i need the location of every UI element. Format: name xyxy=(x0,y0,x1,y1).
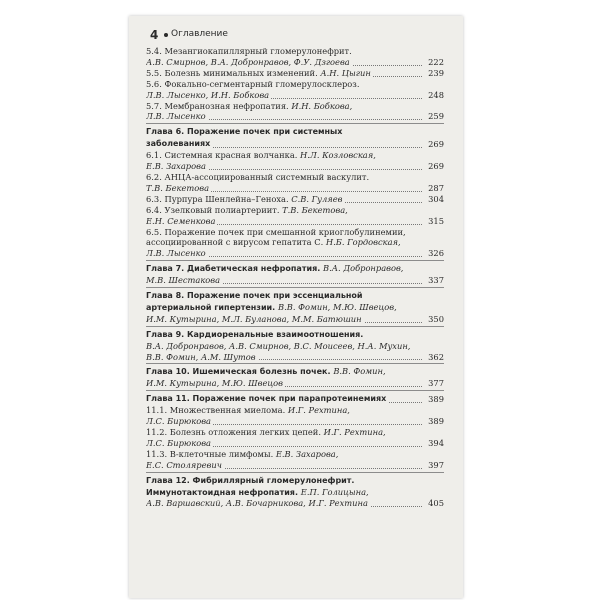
toc-author-text: Л.В. Лысенко, И.Н. Бобкова xyxy=(146,89,270,100)
toc-line-text xyxy=(146,172,369,182)
toc-line-text xyxy=(146,438,213,448)
toc-author-text: Л.В. Лысенко xyxy=(146,111,206,122)
toc-line xyxy=(146,378,444,389)
toc-line-text xyxy=(146,90,271,100)
toc-line xyxy=(146,290,444,302)
toc-page-number: 350 xyxy=(428,313,444,324)
toc-page-number: 259 xyxy=(428,111,444,122)
toc-author-text: Е.С. Столяревич xyxy=(146,459,222,470)
toc-line-text xyxy=(146,498,370,508)
toc-section-6-5[interactable] xyxy=(146,227,444,260)
toc-line-text xyxy=(146,341,410,351)
toc-heading-text: Глава 9. Кардиоренальные взаимоотношения. xyxy=(146,329,364,339)
toc-author-text: И.Г. Рехтина, xyxy=(323,427,386,437)
toc-heading-text: артериальной гипертензии. xyxy=(146,302,278,312)
toc-line xyxy=(146,302,444,314)
toc-line xyxy=(146,475,444,487)
toc-line xyxy=(146,216,444,227)
toc-line-text xyxy=(146,68,373,78)
toc-line-text xyxy=(146,487,369,497)
toc-author-text: Н.Б. Гордовская, xyxy=(325,237,401,248)
toc-line-text xyxy=(146,427,386,437)
toc-line-text xyxy=(146,216,217,226)
toc-line-text xyxy=(146,237,401,247)
toc-line-text xyxy=(146,248,208,258)
toc-line-text xyxy=(146,405,350,415)
toc-line-text xyxy=(146,449,338,459)
toc-line xyxy=(146,90,444,101)
toc-line xyxy=(146,416,444,427)
toc-line-text xyxy=(146,366,386,376)
toc-line xyxy=(146,487,444,499)
toc-line xyxy=(146,138,444,150)
toc-author-text: Л.С. Бирюкова xyxy=(146,416,211,427)
toc-page-number: 239 xyxy=(428,67,444,78)
toc-line xyxy=(146,161,444,172)
toc-title-text: 6.1. Системная красная волчанка. xyxy=(146,150,301,161)
toc-page-number: 362 xyxy=(428,351,444,362)
toc-title-text: 6.5. Поражение почек при смешанной криоглобулинемии, xyxy=(146,226,406,237)
toc-line xyxy=(146,172,444,183)
toc-line xyxy=(146,101,444,112)
toc-page-number: 269 xyxy=(428,139,444,150)
toc-line xyxy=(146,183,444,194)
toc-line-text xyxy=(146,393,388,403)
toc-line-text xyxy=(146,57,352,67)
toc-line xyxy=(146,438,444,449)
toc-line-text xyxy=(146,150,376,160)
toc-section-5-7[interactable] xyxy=(146,101,444,123)
toc-line-text xyxy=(146,46,352,56)
toc-author-text: Л.С. Бирюкова xyxy=(146,437,211,448)
toc-chapter-ch12[interactable] xyxy=(146,472,444,510)
toc-section-6-2[interactable] xyxy=(146,172,444,194)
toc-author-text: Е.В. Захарова, xyxy=(275,448,339,459)
toc-author-text: И.Г. Рехтина, xyxy=(287,405,350,416)
toc-author-text: А.В. Варшавский, А.В. Бочарникова, И.Г. Рехтина xyxy=(146,498,368,509)
toc-section-11-3[interactable] xyxy=(146,449,444,471)
toc-line xyxy=(146,205,444,216)
toc-title-text: 5.6. Фокально-сегментарный гломерулосклероз. xyxy=(146,78,360,89)
toc-line-text xyxy=(146,161,208,171)
toc-line-text xyxy=(146,475,354,485)
toc-author-text: Т.В. Бекетова, xyxy=(282,204,348,215)
toc-line xyxy=(146,314,444,325)
toc-author-text: Е.П. Голицына, xyxy=(300,486,369,497)
toc-line xyxy=(146,150,444,161)
toc-line xyxy=(146,352,444,363)
toc-line-text xyxy=(146,352,258,362)
toc-title-text: 11.3. В-клеточные лимфомы. xyxy=(146,448,276,459)
toc-page-number: 248 xyxy=(428,89,444,100)
toc-page-number: 269 xyxy=(428,161,444,172)
toc-page-number: 315 xyxy=(428,215,444,226)
toc-section-5-5[interactable] xyxy=(146,68,444,79)
toc-page-number: 389 xyxy=(428,416,444,427)
toc-line xyxy=(146,111,444,122)
toc-line xyxy=(146,393,444,405)
toc-page-number: 397 xyxy=(428,459,444,470)
toc-line xyxy=(146,427,444,438)
toc-line-text xyxy=(146,302,397,312)
toc-author-text: В.В. Фомин, А.М. Шутов xyxy=(146,351,256,362)
toc-line-text xyxy=(146,126,342,136)
toc-title-text: 6.4. Узелковый полиартериит. xyxy=(146,204,283,215)
toc-heading-text: Глава 11. Поражение почек при парапротеинемиях xyxy=(146,394,387,404)
running-header xyxy=(150,28,449,42)
toc-line xyxy=(146,248,444,259)
toc-section-6-4[interactable] xyxy=(146,205,444,227)
toc-section-5-6[interactable] xyxy=(146,79,444,101)
toc-author-text: М.В. Шестакова xyxy=(146,275,221,286)
toc-line-text xyxy=(146,329,363,339)
toc-line xyxy=(146,366,444,378)
toc-page-number: 377 xyxy=(428,378,444,389)
toc-heading-text: заболеваниях xyxy=(146,139,211,149)
toc-line xyxy=(146,263,444,275)
toc-line-text xyxy=(146,194,344,204)
toc-author-text: Е.Н. Семенкова xyxy=(146,215,216,226)
toc-line-text xyxy=(146,263,403,273)
toc-title-text: 5.4. Мезангиокапиллярный гломерулонефрит. xyxy=(146,46,352,56)
toc-title-text: 5.5. Болезнь минимальных изменений. xyxy=(146,67,321,78)
toc-line-text xyxy=(146,416,213,426)
toc-chapter-ch11[interactable] xyxy=(146,390,444,405)
toc-title-text: 5.7. Мембранозная нефропатия. xyxy=(146,100,292,111)
toc-page-number: 326 xyxy=(428,248,444,259)
toc-page-number: 405 xyxy=(428,498,444,509)
toc-line xyxy=(146,57,444,68)
toc-author-text: А.В. Смирнов, В.А. Добронравов, Ф.У. Дзгоева xyxy=(146,56,350,67)
toc-line-text xyxy=(146,183,211,193)
bullet-icon xyxy=(164,33,168,37)
toc-author-text: Л.В. Лысенко xyxy=(146,248,206,259)
toc-author-text: С.В. Гуляев xyxy=(291,193,343,204)
toc-line xyxy=(146,68,444,79)
toc-line-text xyxy=(146,101,352,111)
table-of-contents xyxy=(146,46,444,509)
toc-page-number: 337 xyxy=(428,275,444,286)
toc-author-text: Т.В. Бекетова xyxy=(146,182,210,193)
toc-line xyxy=(146,341,444,352)
toc-author-text: В.А. Добронравов, А.В. Смирнов, В.С. Моисеев, Н.А. Мухин, xyxy=(146,340,411,351)
toc-title-text: ассоциированной с вирусом гепатита С. xyxy=(146,237,326,248)
toc-author-text: Е.В. Захарова xyxy=(146,161,206,172)
toc-author-text: В.В. Фомин, xyxy=(333,366,386,377)
toc-line xyxy=(146,275,444,286)
toc-line xyxy=(146,498,444,509)
toc-title-text: 11.1. Множественная миелома. xyxy=(146,405,288,416)
toc-line xyxy=(146,79,444,90)
toc-line xyxy=(146,227,444,238)
toc-line xyxy=(146,405,444,416)
toc-line xyxy=(146,237,444,248)
toc-title-text: 11.2. Болезнь отложения легких цепей. xyxy=(146,427,324,437)
toc-page-number: 394 xyxy=(428,437,444,448)
toc-heading-text: Глава 6. Поражение почек при системных xyxy=(146,127,343,137)
toc-author-text: А.Н. Цыгин xyxy=(320,67,371,78)
toc-line-text xyxy=(146,460,224,470)
toc-chapter-ch9[interactable] xyxy=(146,326,444,363)
toc-page-number: 389 xyxy=(428,394,444,405)
toc-line-text xyxy=(146,378,285,388)
toc-title-text: 6.3. Пурпура Шенлейна–Геноха. xyxy=(146,193,292,204)
toc-line-text xyxy=(146,79,359,89)
toc-line-text xyxy=(146,290,363,300)
toc-heading-text: Глава 8. Поражение почек при эссенциальной xyxy=(146,291,363,301)
page-number: 4 xyxy=(150,28,159,42)
toc-line-text xyxy=(146,205,348,215)
toc-line-text xyxy=(146,314,364,324)
toc-line xyxy=(146,460,444,471)
toc-chapter-ch10[interactable] xyxy=(146,363,444,389)
toc-author-text: И.Н. Бобкова, xyxy=(291,100,353,111)
toc-author-text: Н.Л. Козловская, xyxy=(300,150,376,161)
toc-title-text: 6.2. АНЦА-ассоциированный системный васкулит. xyxy=(146,171,370,182)
toc-line-text xyxy=(146,111,208,121)
toc-section-5-4[interactable] xyxy=(146,46,444,68)
toc-line xyxy=(146,46,444,57)
toc-section-6-1[interactable] xyxy=(146,150,444,172)
toc-line xyxy=(146,449,444,460)
toc-section-11-1[interactable] xyxy=(146,405,444,427)
toc-line-text xyxy=(146,138,212,148)
toc-author-text: И.М. Кутырина, М.Ю. Швецов xyxy=(146,378,283,389)
toc-page-number: 287 xyxy=(428,182,444,193)
toc-chapter-ch7[interactable] xyxy=(146,260,444,286)
toc-author-text: В.А. Добронравов, xyxy=(323,263,404,274)
toc-line-text xyxy=(146,227,406,237)
toc-section-6-3[interactable] xyxy=(146,194,444,205)
book-page xyxy=(129,16,463,598)
toc-heading-text: Глава 10. Ишемическая болезнь почек. xyxy=(146,367,334,377)
toc-chapter-ch6[interactable] xyxy=(146,123,444,150)
toc-line xyxy=(146,126,444,138)
toc-line-text xyxy=(146,275,222,285)
toc-section-11-2[interactable] xyxy=(146,427,444,449)
toc-page-number: 222 xyxy=(428,56,444,67)
toc-author-text: В.В. Фомин, М.Ю. Швецов, xyxy=(278,301,397,312)
toc-heading-text: Глава 7. Диабетическая нефропатия. xyxy=(146,264,324,274)
toc-line xyxy=(146,329,444,341)
toc-line xyxy=(146,194,444,205)
toc-heading-text: Глава 12. Фибриллярный гломерулонефрит. xyxy=(146,475,355,485)
toc-chapter-ch8[interactable] xyxy=(146,287,444,325)
toc-page-number: 304 xyxy=(428,193,444,204)
toc-heading-text: Иммунотактоидная нефропатия. xyxy=(146,487,301,497)
toc-author-text: И.М. Кутырина, М.Л. Буланова, М.М. Батюшин xyxy=(146,313,362,324)
running-title: Оглавление xyxy=(171,29,228,39)
